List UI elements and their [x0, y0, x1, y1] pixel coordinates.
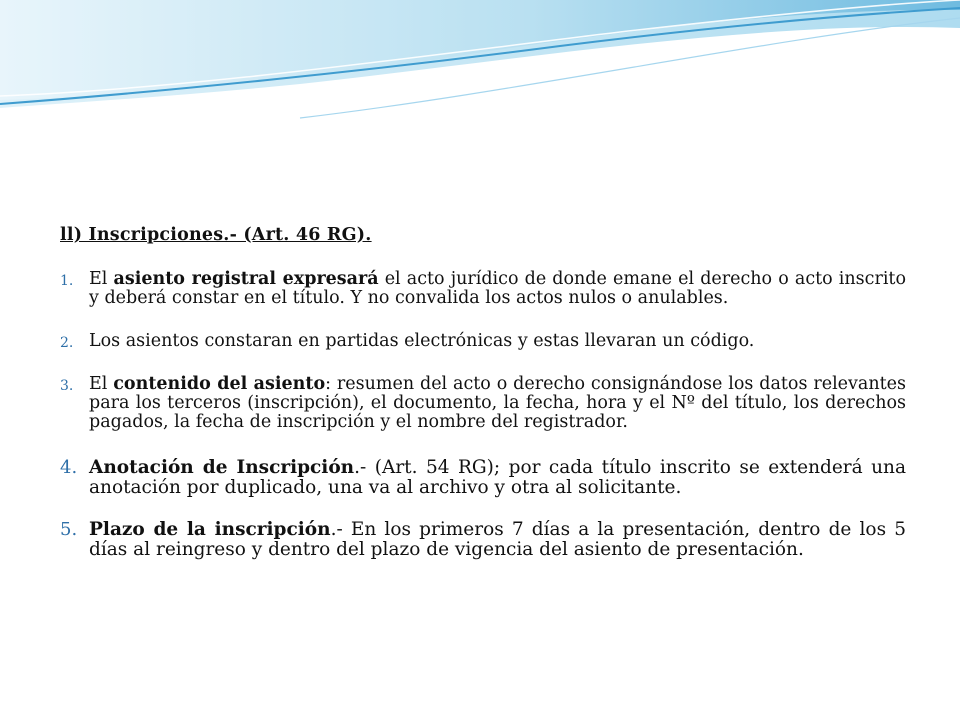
item-number: 2. [60, 335, 74, 351]
item-text-post: el acto jurídico de donde emane el derecho o acto inscrito y deberá constar en el título. Y no convalida los actos nulos o anulables. [89, 269, 906, 308]
item-text-post: .- En los primeros 7 días a la presentación, dentro de los 5 días al reingreso y dentro del plazo de vigencia del asiento de presentación. [89, 519, 906, 560]
list-item-3 [60, 375, 906, 432]
item-number: 3. [60, 378, 74, 394]
item-text-bold: Plazo de la inscripción [89, 519, 331, 540]
item-text-pre: Los asientos constaran en partidas electrónicas y estas llevaran un código. [89, 331, 755, 351]
item-text-post: : resumen del acto o derecho consignándose los datos relevantes para los terceros (inscripción), el documento, la fecha, hora y el Nº del título, los derechos pagados, la fecha de inscripción y el nombre del registrador. [89, 374, 906, 432]
item-text-bold: asiento registral expresará [113, 269, 379, 289]
list-item-4 [60, 458, 906, 498]
item-text-bold: Anotación de Inscripción [89, 457, 355, 478]
item-number: 1. [60, 273, 74, 289]
item-text-bold: contenido del asiento [113, 374, 326, 394]
slide-content [60, 226, 906, 582]
item-text-post: .- (Art. 54 RG); por cada título inscrito se extenderá una anotación por duplicado, una va al archivo y otra al solicitante. [89, 457, 906, 498]
list-item-2 [60, 332, 906, 351]
item-text-pre: El [89, 374, 114, 394]
item-number: 5. [60, 519, 78, 540]
list-item-5 [60, 520, 906, 560]
slide-heading: ll) Inscripciones.- (Art. 46 RG). [60, 225, 372, 245]
item-text-pre: El [89, 269, 114, 289]
header-wave-decoration [0, 0, 960, 120]
item-number: 4. [60, 457, 78, 478]
list-item-1 [60, 270, 906, 308]
